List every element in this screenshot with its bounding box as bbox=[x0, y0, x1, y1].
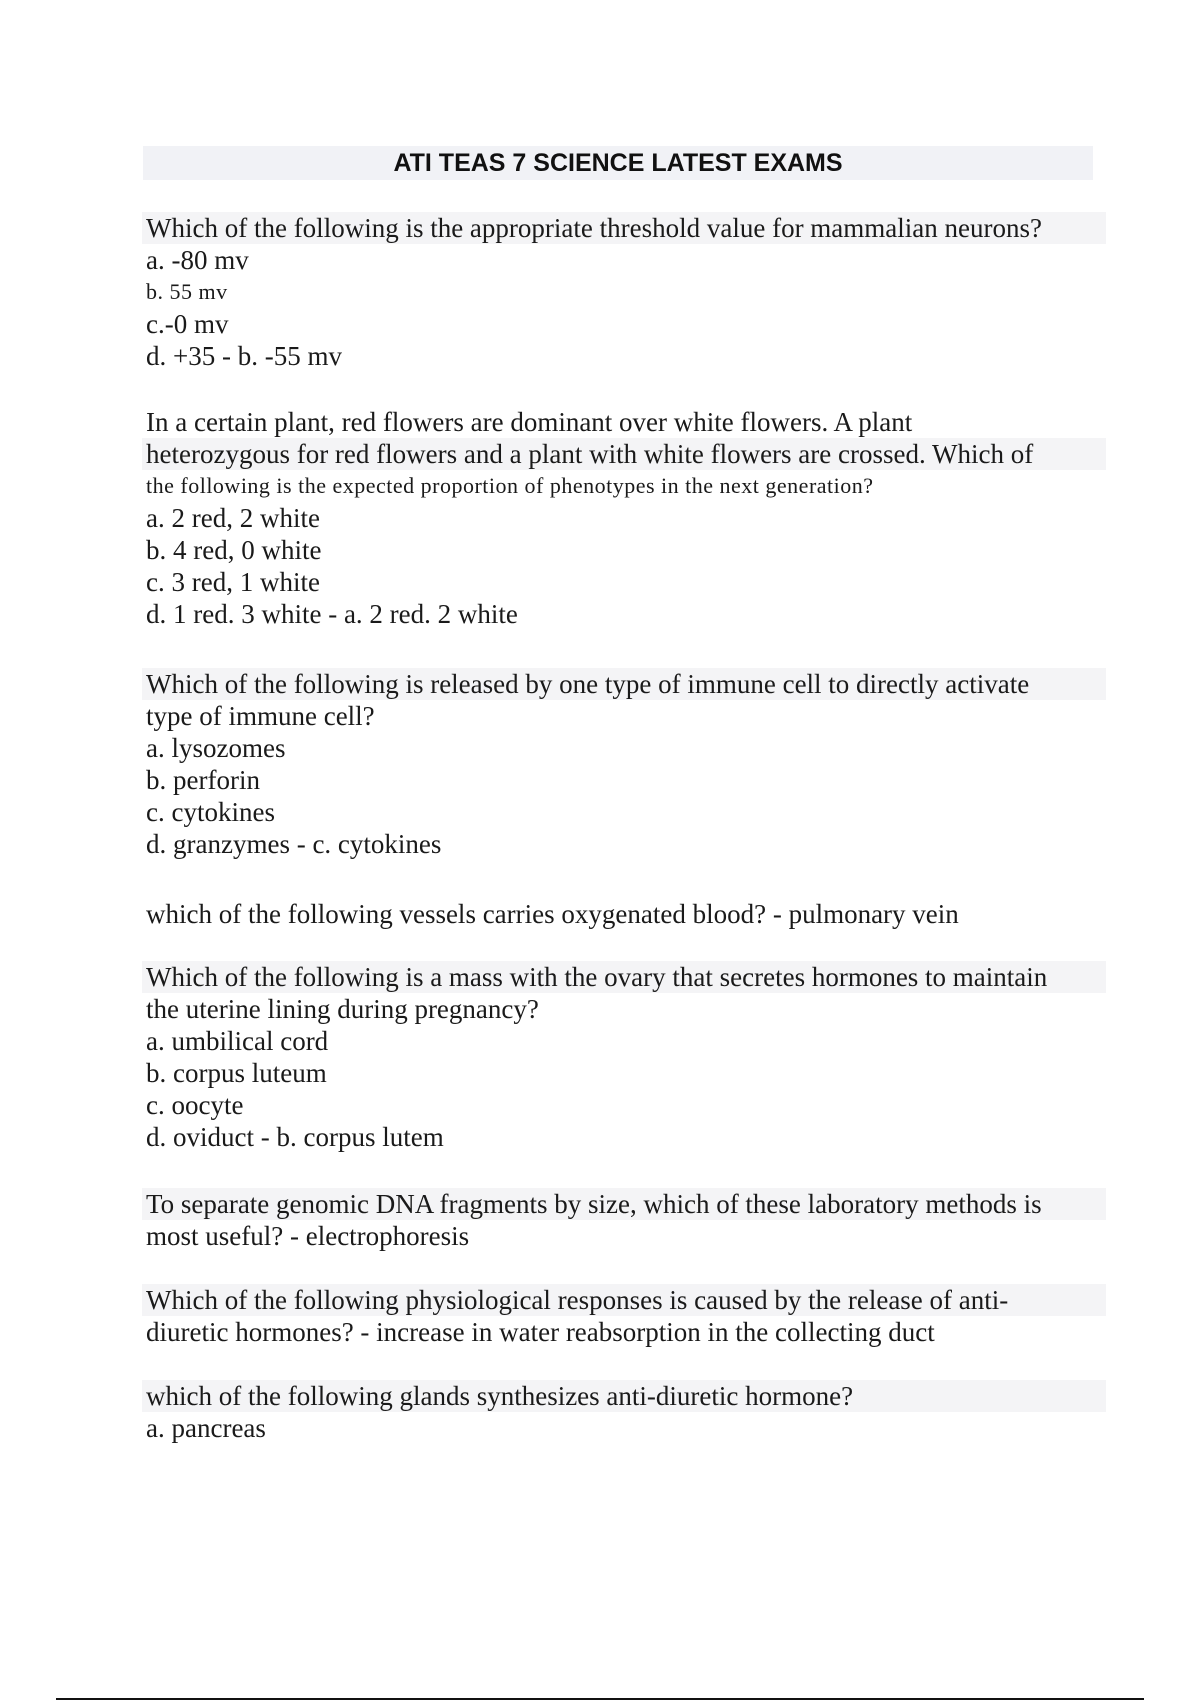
question-6 bbox=[146, 1188, 1106, 1252]
question-text: the following is the expected proportion of phenotypes in the next generation? bbox=[146, 473, 874, 498]
document-title: ATI TEAS 7 SCIENCE LATEST EXAMS bbox=[393, 149, 843, 177]
question-4 bbox=[146, 898, 1106, 930]
answer-option: b. corpus luteum bbox=[146, 1058, 327, 1088]
answer-option: c. oocyte bbox=[146, 1090, 244, 1120]
answer-option: a. umbilical cord bbox=[146, 1026, 329, 1056]
question-5 bbox=[146, 961, 1106, 1153]
question-text: In a certain plant, red flowers are dominant over white flowers. A plant bbox=[146, 407, 913, 437]
question-text: which of the following glands synthesizes anti-diuretic hormone? bbox=[142, 1380, 1106, 1412]
question-text: Which of the following is released by one type of immune cell to directly activate bbox=[142, 668, 1106, 700]
answer-option: b. 55 mv bbox=[146, 279, 228, 304]
question-text: Which of the following physiological responses is caused by the release of anti- bbox=[142, 1284, 1106, 1316]
answer-option: d. 1 red. 3 white - a. 2 red. 2 white bbox=[146, 599, 518, 629]
question-text: which of the following vessels carries oxygenated blood? - pulmonary vein bbox=[146, 899, 959, 929]
question-3 bbox=[146, 668, 1106, 860]
question-2 bbox=[146, 406, 1106, 630]
answer-option: c. 3 red, 1 white bbox=[146, 567, 320, 597]
question-text: heterozygous for red flowers and a plant with white flowers are crossed. Which of bbox=[142, 438, 1106, 470]
answer-option: b. 4 red, 0 white bbox=[146, 535, 322, 565]
answer-option: c.-0 mv bbox=[146, 309, 229, 339]
question-text: most useful? - electrophoresis bbox=[146, 1221, 470, 1251]
answer-option: a. 2 red, 2 white bbox=[146, 503, 320, 533]
question-text: type of immune cell? bbox=[146, 701, 375, 731]
answer-option: c. cytokines bbox=[146, 797, 275, 827]
answer-option: d. +35 - b. -55 mv bbox=[146, 341, 342, 371]
question-text: diuretic hormones? - increase in water reabsorption in the collecting duct bbox=[146, 1317, 935, 1347]
answer-option: b. perforin bbox=[146, 765, 260, 795]
answer-option: a. pancreas bbox=[146, 1413, 266, 1443]
question-7 bbox=[146, 1284, 1106, 1348]
question-8 bbox=[146, 1380, 1106, 1444]
answer-option: a. lysozomes bbox=[146, 733, 286, 763]
question-text: the uterine lining during pregnancy? bbox=[146, 994, 539, 1024]
answer-option: d. granzymes - c. cytokines bbox=[146, 829, 442, 859]
question-1 bbox=[146, 212, 1106, 372]
question-text: Which of the following is the appropriate threshold value for mammalian neurons? bbox=[142, 212, 1106, 244]
question-text: To separate genomic DNA fragments by size, which of these laboratory methods is bbox=[142, 1188, 1106, 1220]
answer-option: a. -80 mv bbox=[146, 245, 249, 275]
question-text: Which of the following is a mass with the ovary that secretes hormones to maintain bbox=[142, 961, 1106, 993]
answer-option: d. oviduct - b. corpus lutem bbox=[146, 1122, 444, 1152]
